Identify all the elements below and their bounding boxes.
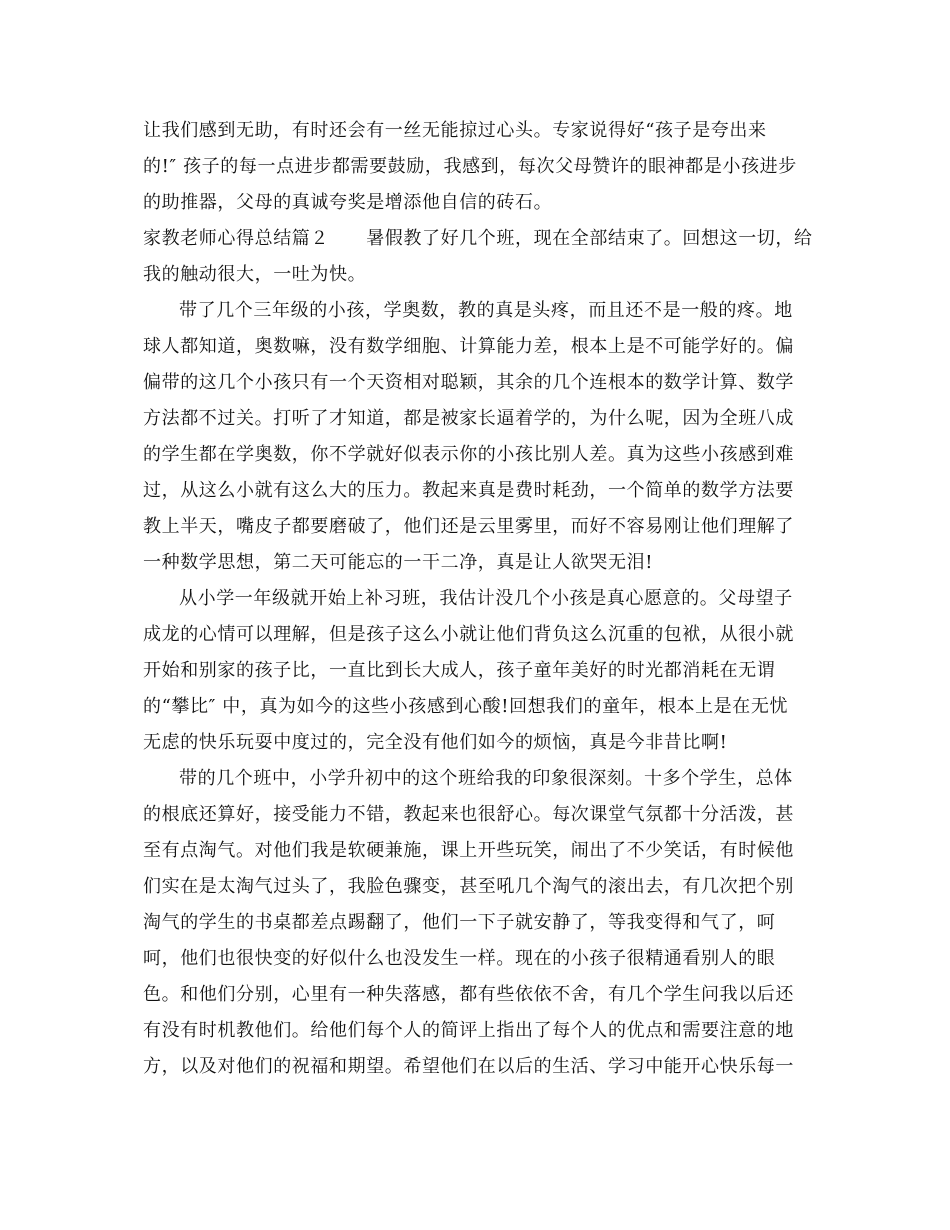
paragraph-start-line: 带的几个班中，小学升初中的这个班给我的印象很深刻。十多个学生，总体 — [179, 768, 793, 789]
section-heading-line: 家教老师心得总结篇２ 暑假教了好几个班，现在全部结束了。回想这一切，给 — [143, 228, 813, 249]
text-line: 呵，他们也很快变的好似什么也没发生一样。现在的小孩子很精通看别人的眼 — [143, 948, 776, 969]
text-line: 的助推器，父母的真诚夸奖是增添他自信的砖石。 — [143, 192, 553, 213]
text-line: 我的触动很大，一吐为快。 — [143, 264, 367, 285]
text-line: 方法都不过关。打听了才知道，都是被家长逼着学的，为什么呢，因为全班八成 — [143, 408, 794, 429]
paragraph-start-line: 带了几个三年级的小孩，学奥数，教的真是头疼，而且还不是一般的疼。地 — [179, 300, 793, 321]
text-line: 球人都知道，奥数嘛，没有数学细胞、计算能力差，根本上是不可能学好的。偏 — [143, 336, 794, 357]
text-line: 有没有时机教他们。给他们每个人的简评上指出了每个人的优点和需要注意的地 — [143, 1020, 794, 1041]
text-line: 至有点淘气。对他们我是软硬兼施，课上开些玩笑，闹出了不少笑话，有时候他 — [143, 840, 794, 861]
text-line: 方，以及对他们的祝福和期望。希望他们在以后的生活、学习中能开心快乐每一 — [143, 1056, 794, 1077]
text-line: 无虑的快乐玩耍中度过的，完全没有他们如今的烦恼，真是今非昔比啊! — [143, 732, 728, 753]
text-line: 色。和他们分别，心里有一种失落感，都有些依依不舍，有几个学生问我以后还 — [143, 984, 794, 1005]
text-line: 开始和别家的孩子比，一直比到长大成人，孩子童年美好的时光都消耗在无谓 — [143, 660, 776, 681]
text-line: 的!″ 孩子的每一点进步都需要鼓励，我感到，每次父母赞许的眼神都是小孩进步 — [143, 156, 797, 177]
text-line: 让我们感到无助，有时还会有一丝无能掠过心头。专家说得好“孩子是夸出来 — [143, 120, 767, 141]
paragraph-start-line: 从小学一年级就开始上补习班，我估计没几个小孩是真心愿意的。父母望子 — [179, 588, 793, 609]
text-line: 们实在是太淘气过头了，我脸色骤变，甚至吼几个淘气的滚出去，有几次把个别 — [143, 876, 794, 897]
text-line: 的“攀比″ 中，真为如今的这些小孩感到心酸!回想我们的童年，根本上是在无忧 — [143, 696, 789, 717]
text-line: 偏带的这几个小孩只有一个天资相对聪颖，其余的几个连根本的数学计算、数学 — [143, 372, 794, 393]
text-line: 的根底还算好，接受能力不错，教起来也很舒心。每次课堂气氛都十分活泼，甚 — [143, 804, 794, 825]
text-line: 成龙的心情可以理解，但是孩子这么小就让他们背负这么沉重的包袱，从很小就 — [143, 624, 794, 645]
text-line: 淘气的学生的书桌都差点踢翻了，他们一下子就安静了，等我变得和气了，呵 — [143, 912, 776, 933]
text-line: 教上半天，嘴皮子都要磨破了，他们还是云里雾里，而好不容易刚让他们理解了 — [143, 516, 794, 537]
text-line: 的学生都在学奥数，你不学就好似表示你的小孩比别人差。真为这些小孩感到难 — [143, 444, 794, 465]
text-line: 过，从这么小就有这么大的压力。教起来真是费时耗劲，一个简单的数学方法要 — [143, 480, 794, 501]
text-line: 一种数学思想，第二天可能忘的一干二净，真是让人欲哭无泪! — [143, 552, 654, 573]
